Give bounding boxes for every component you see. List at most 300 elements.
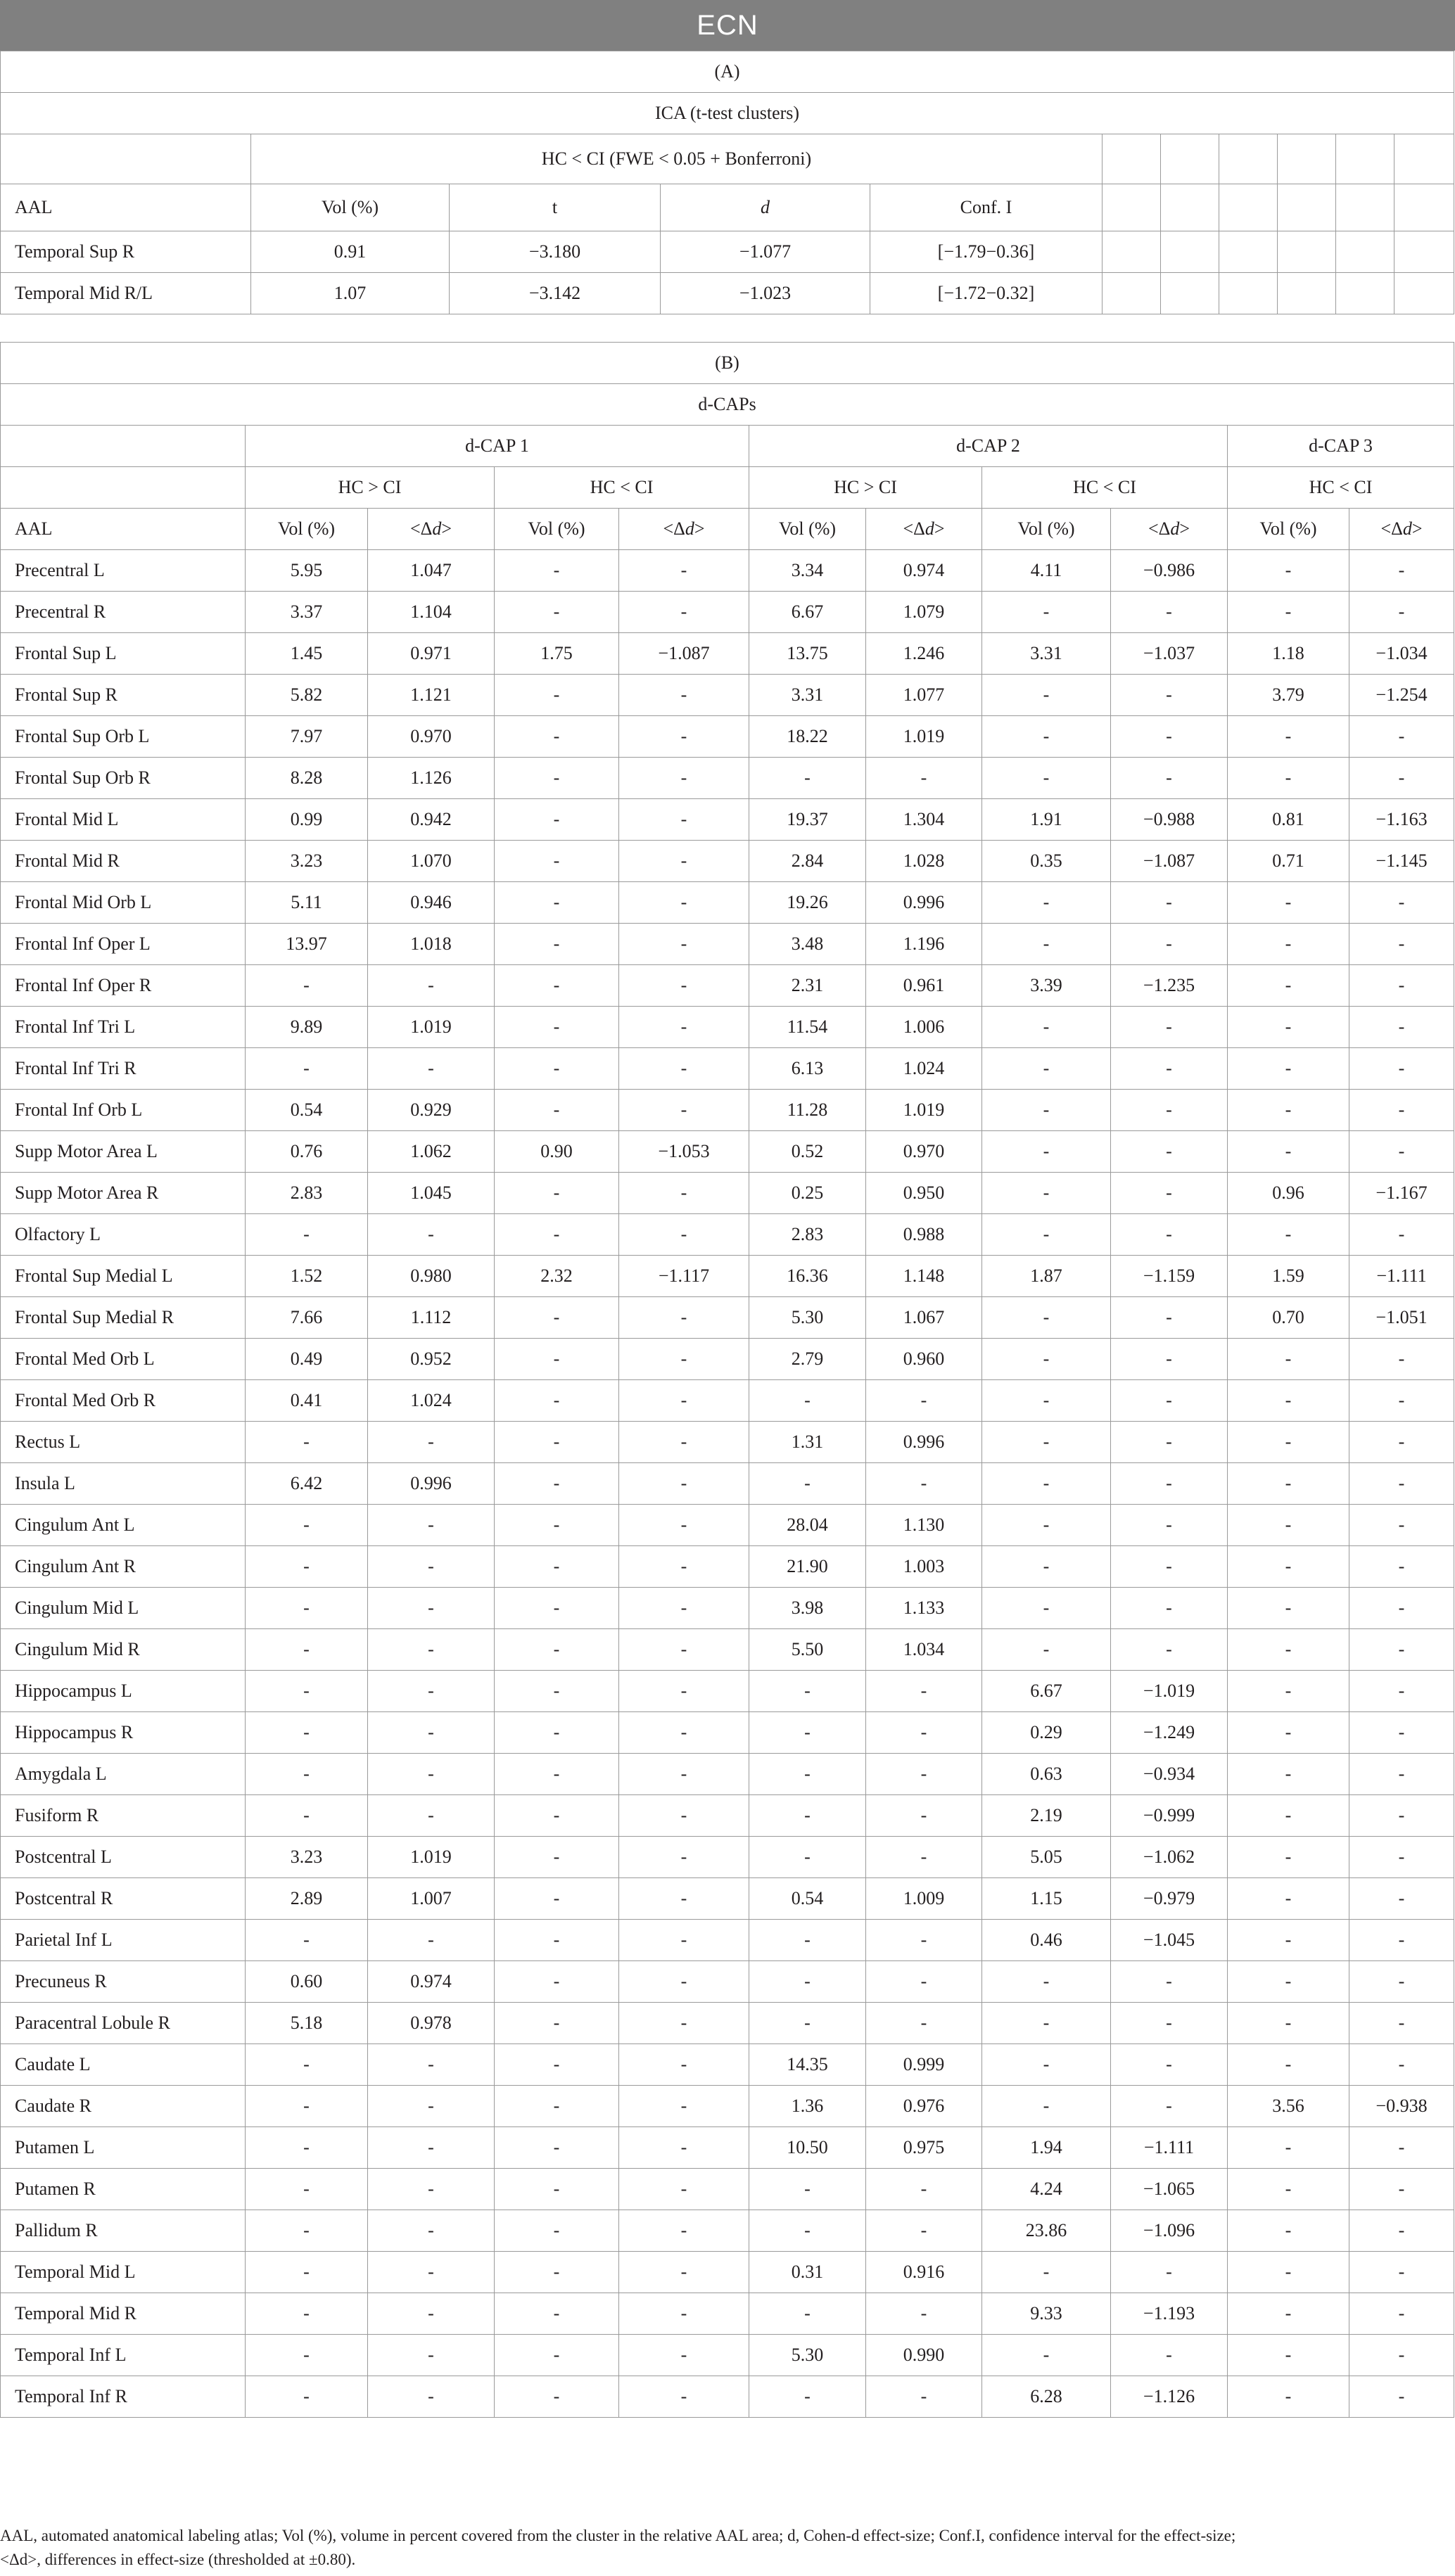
data-cell: 1.018: [368, 924, 495, 965]
data-cell: -: [1349, 716, 1454, 758]
data-cell: −1.111: [1349, 1256, 1454, 1297]
data-cell: -: [1349, 924, 1454, 965]
data-cell: -: [1228, 882, 1349, 924]
data-cell: -: [368, 1712, 495, 1754]
data-cell: -: [1349, 1131, 1454, 1173]
data-cell: 1.36: [749, 2086, 866, 2127]
data-cell: −1.062: [1111, 1837, 1228, 1878]
data-cell: 0.52: [749, 1131, 866, 1173]
data-cell: 5.18: [246, 2003, 368, 2044]
data-cell: -: [619, 1837, 749, 1878]
data-cell: -: [495, 1090, 619, 1131]
region-cell: Frontal Mid Orb L: [1, 882, 246, 924]
d-header-text: d: [761, 197, 770, 217]
data-cell: -: [982, 1214, 1111, 1256]
data-cell: 0.978: [368, 2003, 495, 2044]
data-cell: -: [749, 1463, 866, 1505]
data-cell: -: [495, 1878, 619, 1920]
data-cell: -: [982, 1463, 1111, 1505]
table-row: [1, 675, 1454, 716]
t-header: t: [450, 184, 661, 231]
data-cell: -: [1349, 2376, 1454, 2418]
data-cell: -: [619, 550, 749, 592]
data-cell: 0.996: [866, 1422, 982, 1463]
data-cell: -: [619, 592, 749, 633]
region-cell: Amygdala L: [1, 1754, 246, 1795]
data-cell: -: [495, 2127, 619, 2169]
data-cell: -: [368, 2086, 495, 2127]
data-cell: -: [619, 2293, 749, 2335]
data-cell: 1.112: [368, 1297, 495, 1339]
data-cell: -: [866, 2169, 982, 2210]
data-cell: -: [982, 675, 1111, 716]
region-cell: Temporal Mid R/L: [1, 273, 251, 314]
region-cell: Supp Motor Area L: [1, 1131, 246, 1173]
table-row: [1, 1671, 1454, 1712]
data-cell: -: [368, 1505, 495, 1546]
data-cell: -: [246, 1795, 368, 1837]
data-cell: 5.30: [749, 2335, 866, 2376]
region-cell: Frontal Inf Tri L: [1, 1007, 246, 1048]
data-cell: -: [495, 1007, 619, 1048]
data-cell: -: [619, 2086, 749, 2127]
data-cell: −1.045: [1111, 1920, 1228, 1961]
table-row: [1, 633, 1454, 675]
empty-cell: [1103, 184, 1161, 231]
region-cell: Frontal Mid R: [1, 841, 246, 882]
data-cell: 0.961: [866, 965, 982, 1007]
region-cell: Frontal Med Orb L: [1, 1339, 246, 1380]
empty-cell: [1336, 134, 1394, 184]
data-cell: -: [246, 1422, 368, 1463]
region-cell: Frontal Inf Orb L: [1, 1090, 246, 1131]
empty-cell: [1336, 184, 1394, 231]
region-cell: Temporal Mid L: [1, 2252, 246, 2293]
data-cell: -: [495, 1297, 619, 1339]
data-cell: -: [1111, 1505, 1228, 1546]
data-cell: 9.89: [246, 1007, 368, 1048]
data-cell: -: [619, 2169, 749, 2210]
data-cell: 4.24: [982, 2169, 1111, 2210]
data-cell: -: [619, 1380, 749, 1422]
table-row: [1, 716, 1454, 758]
data-cell: -: [866, 2376, 982, 2418]
data-cell: -: [619, 2210, 749, 2252]
data-cell: -: [1228, 1131, 1349, 1173]
table-row: [1, 1173, 1454, 1214]
data-cell: 0.988: [866, 1214, 982, 1256]
data-cell: -: [1349, 1629, 1454, 1671]
data-cell: -: [1111, 1546, 1228, 1588]
data-cell: -: [1228, 1505, 1349, 1546]
data-cell: 23.86: [982, 2210, 1111, 2252]
data-cell: 3.31: [749, 675, 866, 716]
empty-cell: [1103, 273, 1161, 314]
data-cell: 0.980: [368, 1256, 495, 1297]
table-row: [1, 2003, 1454, 2044]
data-cell: 14.35: [749, 2044, 866, 2086]
data-cell: 1.047: [368, 550, 495, 592]
region-cell: Postcentral L: [1, 1837, 246, 1878]
data-cell: -: [866, 1920, 982, 1961]
region-cell: Frontal Med Orb R: [1, 1380, 246, 1422]
aal-header: AAL: [1, 509, 246, 550]
data-cell: 1.034: [866, 1629, 982, 1671]
data-cell: -: [619, 758, 749, 799]
data-cell: -: [1228, 1671, 1349, 1712]
data-cell: -: [1228, 1920, 1349, 1961]
table-row: [1, 1131, 1454, 1173]
data-cell: -: [619, 1007, 749, 1048]
data-cell: 0.35: [982, 841, 1111, 882]
region-cell: Frontal Mid L: [1, 799, 246, 841]
data-cell: -: [619, 2252, 749, 2293]
data-cell: -: [866, 1961, 982, 2003]
data-cell: -: [368, 1795, 495, 1837]
data-cell: -: [368, 2376, 495, 2418]
data-cell: -: [619, 1297, 749, 1339]
data-cell: -: [982, 2086, 1111, 2127]
data-cell: -: [982, 1090, 1111, 1131]
data-cell: 1.104: [368, 592, 495, 633]
data-cell: -: [1228, 550, 1349, 592]
data-cell: -: [246, 2376, 368, 2418]
data-cell: 5.82: [246, 675, 368, 716]
data-cell: -: [982, 1505, 1111, 1546]
data-cell: -: [619, 924, 749, 965]
data-cell: 16.36: [749, 1256, 866, 1297]
data-cell: −1.087: [619, 633, 749, 675]
data-cell: -: [619, 882, 749, 924]
table-row: [1, 550, 1454, 592]
cap1-header: d-CAP 1: [246, 426, 749, 467]
table-row: [1, 1048, 1454, 1090]
data-cell: 0.49: [246, 1339, 368, 1380]
data-cell: -: [1349, 1505, 1454, 1546]
vol-header: Vol (%): [1228, 509, 1349, 550]
data-cell: -: [1111, 1339, 1228, 1380]
region-cell: Insula L: [1, 1463, 246, 1505]
data-cell: -: [495, 716, 619, 758]
data-cell: 6.28: [982, 2376, 1111, 2418]
data-cell: 19.26: [749, 882, 866, 924]
data-cell: -: [1228, 1795, 1349, 1837]
table-row: [1, 2086, 1454, 2127]
vol-header: Vol (%): [251, 184, 450, 231]
data-cell: -: [1349, 2335, 1454, 2376]
data-cell: -: [1349, 1048, 1454, 1090]
data-cell: -: [1349, 1007, 1454, 1048]
data-cell: -: [368, 2044, 495, 2086]
data-cell: −1.019: [1111, 1671, 1228, 1712]
data-cell: 11.54: [749, 1007, 866, 1048]
data-cell: -: [749, 1920, 866, 1961]
data-cell: −0.988: [1111, 799, 1228, 841]
table-row: [1, 1297, 1454, 1339]
data-cell: 0.90: [495, 1131, 619, 1173]
data-cell: -: [368, 1422, 495, 1463]
data-cell: -: [1349, 758, 1454, 799]
data-cell: -: [1349, 1214, 1454, 1256]
data-cell: 1.45: [246, 633, 368, 675]
data-cell: -: [495, 1339, 619, 1380]
data-cell: 2.79: [749, 1339, 866, 1380]
data-cell: -: [1228, 2003, 1349, 2044]
region-cell: Rectus L: [1, 1422, 246, 1463]
data-cell: 0.41: [246, 1380, 368, 1422]
region-cell: Olfactory L: [1, 1214, 246, 1256]
data-cell: 1.019: [866, 1090, 982, 1131]
data-cell: 1.007: [368, 1878, 495, 1920]
data-cell: -: [1349, 1588, 1454, 1629]
empty-cell: [1394, 231, 1454, 273]
data-cell: -: [495, 1961, 619, 2003]
data-cell: −1.096: [1111, 2210, 1228, 2252]
data-cell: -: [749, 758, 866, 799]
data-cell: -: [246, 1546, 368, 1588]
data-cell: -: [368, 2335, 495, 2376]
data-cell: -: [619, 2335, 749, 2376]
region-cell: Hippocampus R: [1, 1712, 246, 1754]
table-row: [1, 1629, 1454, 1671]
data-cell: -: [246, 1214, 368, 1256]
data-cell: 0.71: [1228, 841, 1349, 882]
empty-cell: [1161, 134, 1219, 184]
data-cell: 1.070: [368, 841, 495, 882]
data-cell: -: [495, 1795, 619, 1837]
region-cell: Precuneus R: [1, 1961, 246, 2003]
data-cell: -: [1349, 1920, 1454, 1961]
data-cell: -: [1349, 1422, 1454, 1463]
data-cell: -: [495, 1837, 619, 1878]
data-cell: -: [495, 1588, 619, 1629]
vol-header: Vol (%): [749, 509, 866, 550]
region-cell: Hippocampus L: [1, 1671, 246, 1712]
data-cell: 0.929: [368, 1090, 495, 1131]
table-row: [1, 1007, 1454, 1048]
data-cell: -: [619, 1546, 749, 1588]
data-cell: -: [619, 2376, 749, 2418]
data-cell: -: [246, 2210, 368, 2252]
data-cell: -: [1228, 2376, 1349, 2418]
data-cell: -: [495, 1920, 619, 1961]
ci-header: Conf. I: [870, 184, 1103, 231]
data-cell: -: [495, 758, 619, 799]
data-cell: -: [1228, 1878, 1349, 1920]
table-row: [1, 592, 1454, 633]
empty-cell: [1394, 184, 1454, 231]
data-cell: -: [866, 1671, 982, 1712]
data-cell: -: [1111, 1629, 1228, 1671]
data-cell: -: [495, 2252, 619, 2293]
data-cell: -: [246, 1712, 368, 1754]
data-cell: -: [1349, 1671, 1454, 1712]
data-cell: 0.54: [749, 1878, 866, 1920]
data-cell: 1.019: [368, 1837, 495, 1878]
data-cell: -: [368, 2293, 495, 2335]
region-cell: Putamen R: [1, 2169, 246, 2210]
region-cell: Frontal Inf Tri R: [1, 1048, 246, 1090]
data-cell: -: [1228, 2169, 1349, 2210]
data-cell: -: [982, 2003, 1111, 2044]
data-cell: 5.95: [246, 550, 368, 592]
data-cell: 0.974: [368, 1961, 495, 2003]
data-cell: -: [368, 2252, 495, 2293]
data-cell: 0.996: [368, 1463, 495, 1505]
empty-cell: [1219, 231, 1278, 273]
data-cell: 0.54: [246, 1090, 368, 1131]
data-cell: 3.31: [982, 633, 1111, 675]
region-cell: Frontal Sup L: [1, 633, 246, 675]
data-cell: -: [1228, 1754, 1349, 1795]
data-cell: -: [1349, 965, 1454, 1007]
data-cell: 0.91: [251, 231, 450, 273]
data-cell: −0.999: [1111, 1795, 1228, 1837]
data-cell: -: [982, 1297, 1111, 1339]
data-cell: -: [246, 2293, 368, 2335]
empty-cell: [1, 134, 251, 184]
data-cell: -: [368, 1546, 495, 1588]
empty-cell: [1336, 273, 1394, 314]
data-cell: -: [1228, 758, 1349, 799]
data-cell: -: [495, 924, 619, 965]
empty-cell: [1336, 231, 1394, 273]
data-cell: 6.42: [246, 1463, 368, 1505]
data-cell: -: [495, 1214, 619, 1256]
data-cell: -: [1349, 1090, 1454, 1131]
data-cell: 19.37: [749, 799, 866, 841]
table-row: [1, 1214, 1454, 1256]
table-row: [1, 1837, 1454, 1878]
data-cell: -: [1349, 1339, 1454, 1380]
data-cell: 2.19: [982, 1795, 1111, 1837]
data-cell: -: [866, 1712, 982, 1754]
data-cell: -: [495, 1505, 619, 1546]
data-cell: -: [1111, 2086, 1228, 2127]
data-cell: 5.50: [749, 1629, 866, 1671]
data-cell: -: [368, 1588, 495, 1629]
region-cell: Frontal Sup Orb R: [1, 758, 246, 799]
data-cell: -: [495, 1546, 619, 1588]
data-cell: -: [619, 799, 749, 841]
data-cell: -: [495, 550, 619, 592]
data-cell: 3.34: [749, 550, 866, 592]
region-cell: Pallidum R: [1, 2210, 246, 2252]
data-cell: -: [1111, 592, 1228, 633]
data-cell: -: [982, 1422, 1111, 1463]
region-cell: Temporal Mid R: [1, 2293, 246, 2335]
data-cell: -: [1349, 1463, 1454, 1505]
data-cell: -: [1228, 1007, 1349, 1048]
data-cell: -: [368, 2127, 495, 2169]
data-cell: 1.52: [246, 1256, 368, 1297]
data-cell: -: [1111, 2003, 1228, 2044]
data-cell: [−1.72−0.32]: [870, 273, 1103, 314]
table-row: [1, 273, 1454, 314]
data-cell: -: [866, 2293, 982, 2335]
delta-d-var: d: [685, 518, 694, 539]
data-cell: 0.990: [866, 2335, 982, 2376]
data-cell: −1.193: [1111, 2293, 1228, 2335]
data-cell: -: [246, 1754, 368, 1795]
data-cell: -: [1228, 1463, 1349, 1505]
table-row: [1, 1422, 1454, 1463]
data-cell: 0.25: [749, 1173, 866, 1214]
data-cell: -: [982, 1007, 1111, 1048]
region-cell: Supp Motor Area R: [1, 1173, 246, 1214]
table-row: [1, 2376, 1454, 2418]
data-cell: -: [495, 2293, 619, 2335]
delta-d-var: d: [1402, 518, 1412, 539]
data-cell: -: [982, 2252, 1111, 2293]
data-cell: −0.934: [1111, 1754, 1228, 1795]
data-cell: -: [1349, 2169, 1454, 2210]
data-cell: 0.999: [866, 2044, 982, 2086]
data-cell: -: [866, 1795, 982, 1837]
data-cell: −3.180: [450, 231, 661, 273]
data-cell: 8.28: [246, 758, 368, 799]
data-cell: 1.75: [495, 633, 619, 675]
table-row: [1, 2293, 1454, 2335]
data-cell: -: [749, 1795, 866, 1837]
data-cell: -: [1111, 758, 1228, 799]
data-cell: 3.23: [246, 841, 368, 882]
data-cell: -: [982, 2044, 1111, 2086]
data-cell: -: [1349, 1546, 1454, 1588]
data-cell: -: [982, 1546, 1111, 1588]
empty-cell: [1, 426, 246, 467]
data-cell: -: [495, 882, 619, 924]
data-cell: -: [1349, 1380, 1454, 1422]
empty-cell: [1394, 273, 1454, 314]
data-cell: -: [1111, 1588, 1228, 1629]
data-cell: -: [982, 882, 1111, 924]
ica-table: [0, 51, 1454, 314]
data-cell: 9.33: [982, 2293, 1111, 2335]
empty-cell: [1394, 134, 1454, 184]
region-cell: Cingulum Mid R: [1, 1629, 246, 1671]
data-cell: -: [368, 1629, 495, 1671]
data-cell: -: [982, 1131, 1111, 1173]
data-cell: -: [749, 2376, 866, 2418]
data-cell: 1.133: [866, 1588, 982, 1629]
data-cell: −1.051: [1349, 1297, 1454, 1339]
region-cell: Temporal Sup R: [1, 231, 251, 273]
empty-cell: [1219, 184, 1278, 231]
data-cell: -: [1349, 1878, 1454, 1920]
region-cell: Frontal Sup Medial L: [1, 1256, 246, 1297]
contrast-header: HC < CI: [1228, 467, 1454, 509]
data-cell: 1.062: [368, 1131, 495, 1173]
data-cell: -: [495, 1422, 619, 1463]
data-cell: -: [368, 2169, 495, 2210]
data-cell: -: [619, 965, 749, 1007]
data-cell: −1.167: [1349, 1173, 1454, 1214]
data-cell: 2.32: [495, 1256, 619, 1297]
data-cell: 3.79: [1228, 675, 1349, 716]
data-cell: 1.009: [866, 1878, 982, 1920]
region-cell: Frontal Sup Orb L: [1, 716, 246, 758]
section-a-label: (A): [1, 51, 1454, 93]
data-cell: -: [619, 841, 749, 882]
table-row: [1, 1878, 1454, 1920]
vol-header: Vol (%): [982, 509, 1111, 550]
delta-d-header: <Δd>: [866, 509, 982, 550]
data-cell: -: [1349, 2293, 1454, 2335]
data-cell: 0.96: [1228, 1173, 1349, 1214]
data-cell: -: [495, 1754, 619, 1795]
data-cell: 0.60: [246, 1961, 368, 2003]
